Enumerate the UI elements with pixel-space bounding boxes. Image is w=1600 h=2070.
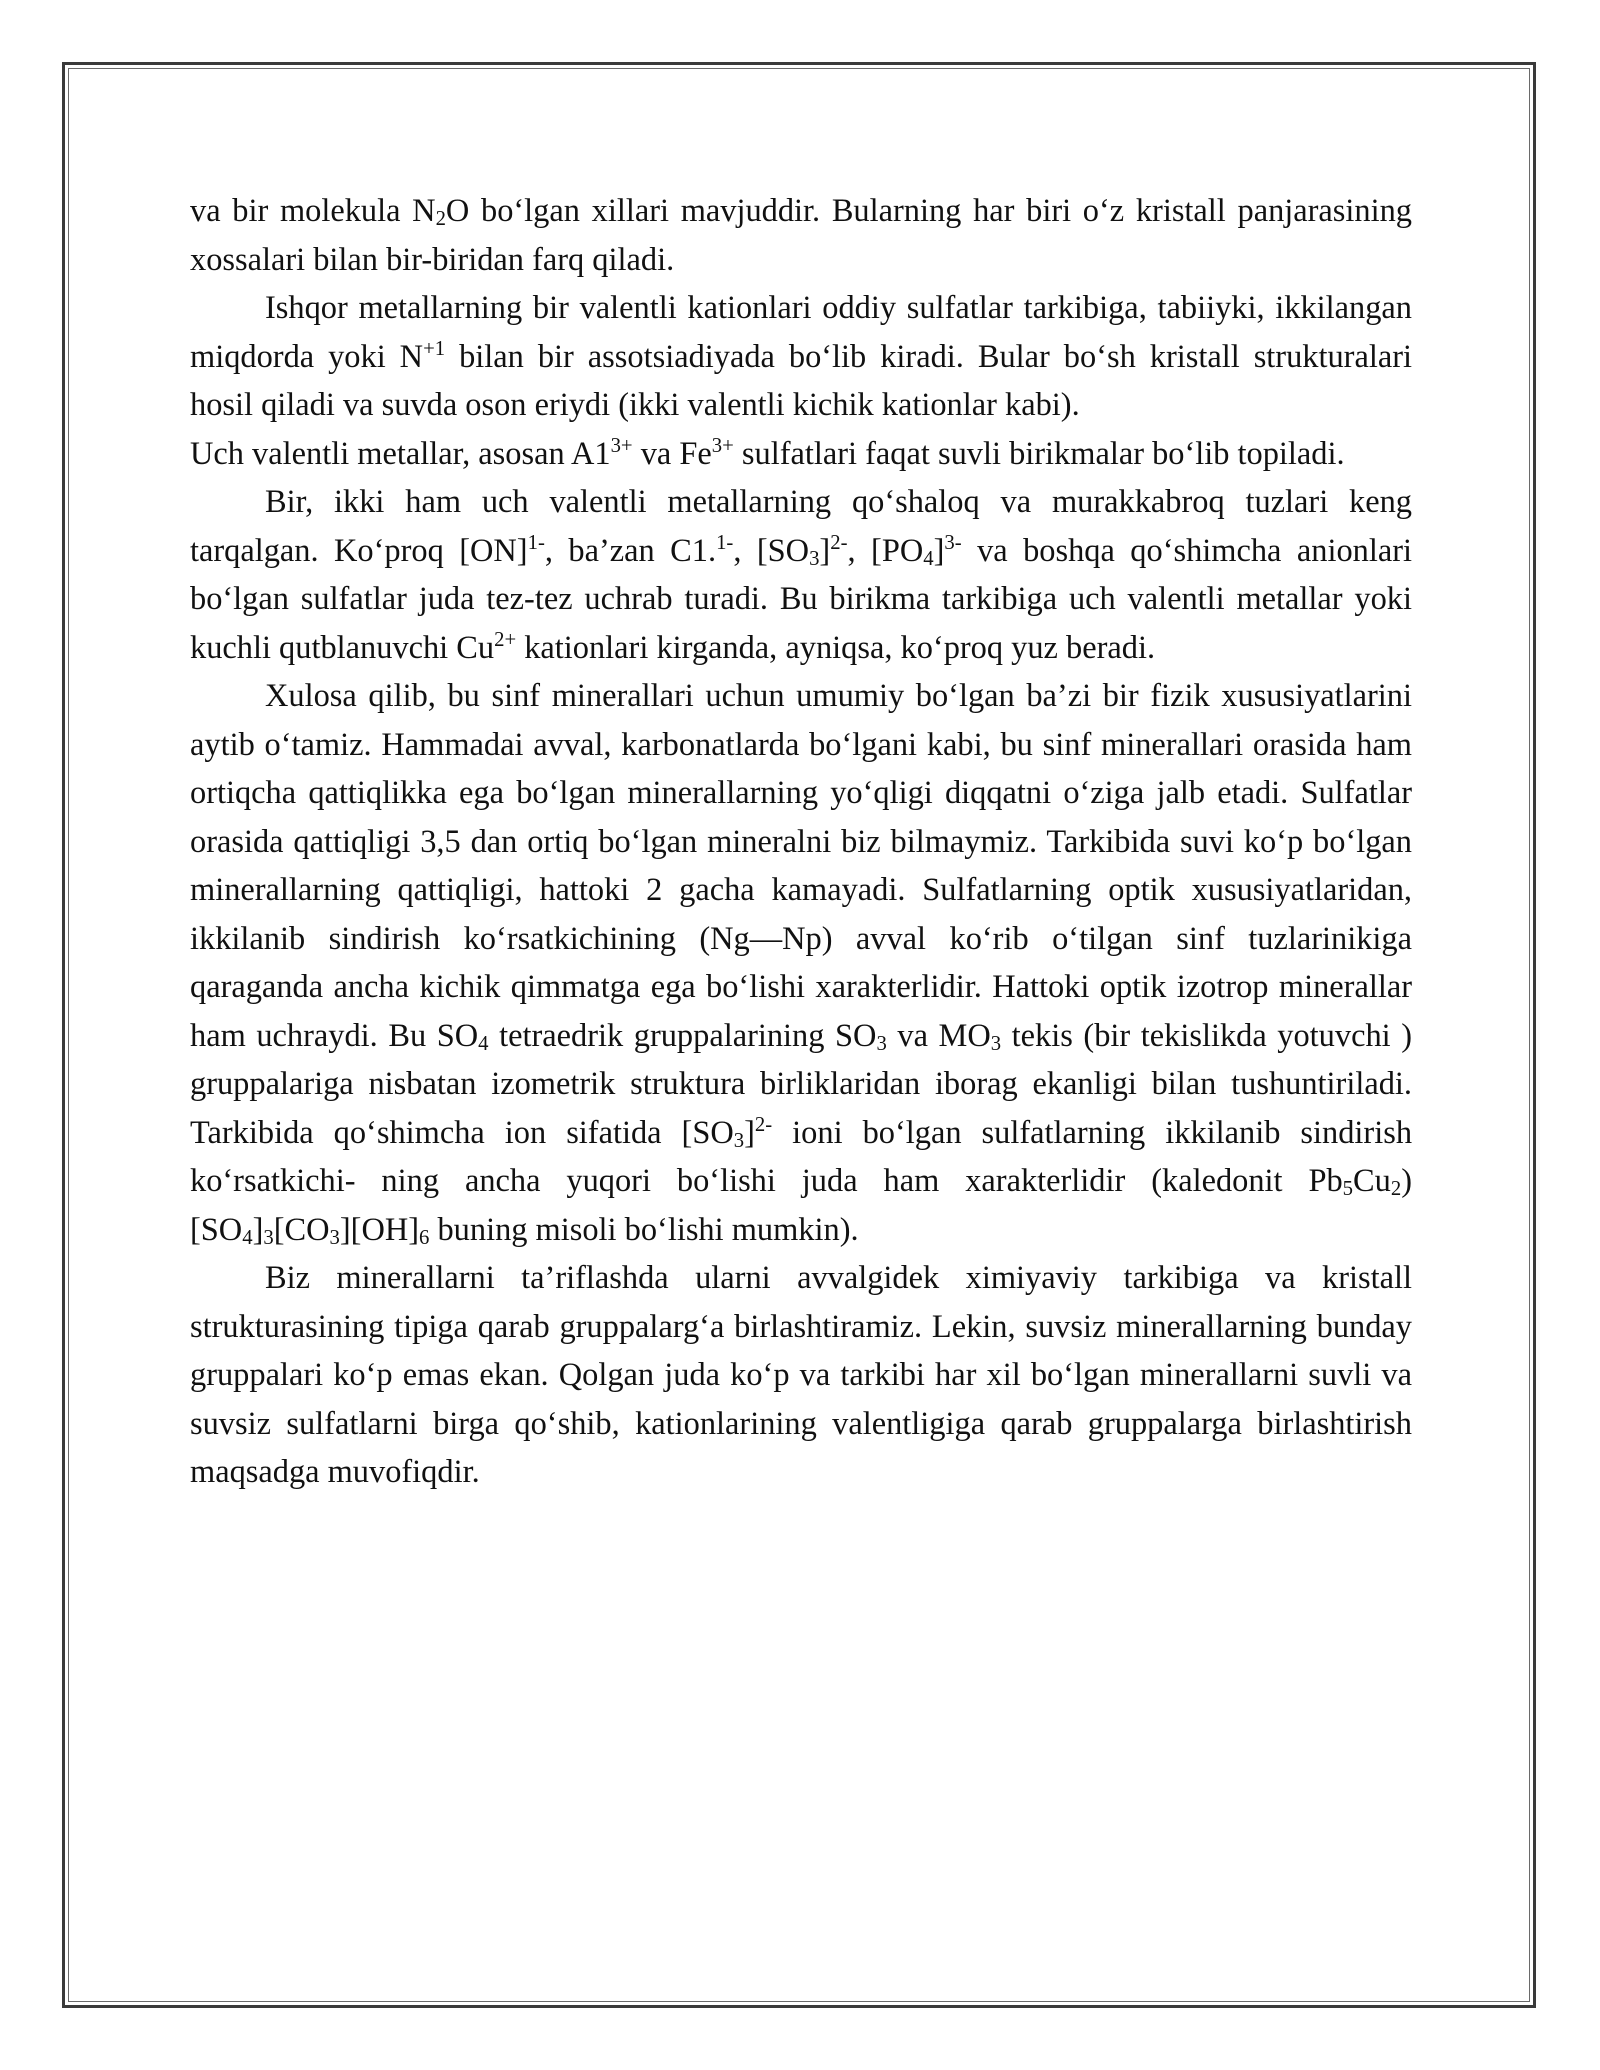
subscript: 3 bbox=[329, 1226, 340, 1249]
paragraph bbox=[190, 1254, 1412, 1497]
subscript: 3 bbox=[809, 547, 820, 570]
paragraph bbox=[190, 672, 1412, 1254]
text-run: ioni bo‘lgan sulfatlarning ikkilanib sindirish ko‘rsatkichi- ning ancha yuqori bo‘lishi juda ham xarakterlidir (kaledonit Pb bbox=[190, 1114, 1413, 1199]
text-run: tekis (bir tekislikda yotuvchi ) gruppalariga nisbatan izometrik struktura birliklaridan iborag ekanligi bilan tushuntiriladi. Tarkibida qo‘shimcha ion sifatida [SO bbox=[190, 1017, 1413, 1151]
text-run: buning misoli bo‘lishi mumkin). bbox=[429, 1211, 859, 1248]
paragraph bbox=[190, 284, 1412, 430]
paragraph bbox=[190, 430, 1412, 479]
document-body bbox=[190, 187, 1412, 1497]
text-run: va Fe bbox=[632, 435, 712, 472]
text-run: Ishqor metallarning bir valentli kationlari oddiy sulfatlar tarkibiga, tabiiyki, ikkilangan miqdorda yoki N bbox=[190, 290, 1412, 375]
text-run: , [PO bbox=[847, 532, 924, 569]
text-run: [CO bbox=[273, 1211, 330, 1248]
text-run: Uch valentli metallar, asosan A1 bbox=[190, 435, 611, 472]
superscript: 2+ bbox=[494, 629, 517, 652]
text-run: Bir, ikki ham uch valentli metallarning qo‘shaloq va murakkabroq tuzlari keng tarqalgan. Ko‘proq [ON] bbox=[190, 484, 1412, 569]
text-run: ] bbox=[252, 1211, 264, 1248]
text-run: tetraedrik gruppalarining SO bbox=[488, 1017, 877, 1054]
text-run: ) [SO bbox=[190, 1163, 1412, 1248]
subscript: 5 bbox=[1342, 1178, 1354, 1201]
superscript: 2- bbox=[754, 1114, 773, 1137]
text-run: ] bbox=[933, 532, 945, 569]
superscript: +1 bbox=[423, 338, 446, 361]
text-run: ] bbox=[744, 1114, 755, 1151]
text-run: bilan bir assotsiadiyada bo‘lib kiradi. Bular bo‘sh kristall strukturalari hosil qiladi va suvda oson eriydi (ikki valentli kichik kationlar kabi). bbox=[190, 338, 1412, 423]
text-run: , ba’zan C1. bbox=[544, 532, 717, 569]
text-run: va boshqa qo‘shimcha anionlari bo‘lgan sulfatlar juda tez-tez uchrab turadi. Bu birikma tarkibiga uch valentli metallar yoki kuchli qutblanuvchi Cu bbox=[190, 532, 1412, 666]
superscript: 2- bbox=[830, 532, 848, 555]
text-run: ][OH] bbox=[339, 1211, 420, 1248]
subscript: 2 bbox=[1390, 1178, 1402, 1201]
paragraph bbox=[190, 187, 1412, 284]
text-run: va MO bbox=[886, 1017, 991, 1054]
text-run: sulfatlari faqat suvli birikmalar bo‘lib topiladi. bbox=[733, 435, 1345, 472]
superscript: 1- bbox=[716, 532, 734, 555]
text-run: ] bbox=[819, 532, 831, 569]
subscript: 3 bbox=[876, 1032, 887, 1055]
superscript: 3+ bbox=[610, 435, 633, 458]
subscript: 4 bbox=[923, 547, 934, 570]
superscript: 3- bbox=[944, 532, 962, 555]
subscript: 3 bbox=[990, 1032, 1002, 1055]
subscript: 4 bbox=[242, 1226, 253, 1249]
subscript: 3 bbox=[733, 1129, 745, 1152]
text-run: Biz minerallarni ta’riflashda ularni avvalgidek ximiyaviy tarkibiga va kristall strukturasining tipiga qarab gruppalarg‘a birlashtiramiz. Lekin, suvsiz minerallarning bunday gruppalari ko‘p emas ekan. Qolgan juda ko‘p va tarkibi har xil bo‘lgan minerallarni suvli va suvsiz sulfatlarni birga qo‘shib, kationlarining valentligiga qarab gruppalarga birlashtirish maqsadga muvofiqdir. bbox=[190, 1260, 1412, 1490]
subscript: 6 bbox=[419, 1226, 430, 1249]
text-run: Xulosa qilib, bu sinf minerallari uchun umumiy bo‘lgan ba’zi bir fizik xususiyatlarini aytib o‘tamiz. Hammadai avval, karbonatlarda bo‘lgani kabi, bu sinf minerallari orasida ham ortiqcha qattiqlikka ega bo‘lgan minerallarning yo‘qligi diqqatni o‘ziga jalb etadi. Sulfatlar orasida qattiqligi 3,5 dan ortiq bo‘lgan mineralni biz bilmaymiz. Tarkibida suvi ko‘p bo‘lgan minerallarning qattiqligi, hattoki 2 gacha kamayadi. Sulfatlarning optik xususiyatlaridan, ikkilanib sindirish ko‘rsatkichining (Ng—Np) avval ko‘rib o‘tilgan sinf tuzlarinikiga qaraganda ancha kichik qimmatga ega bo‘lishi xarakterlidir. Hattoki optik izotrop minerallar ham uchraydi. Bu SO bbox=[190, 678, 1412, 1054]
paragraph bbox=[190, 478, 1412, 672]
text-run: kationlari kirganda, ayniqsa, ko‘proq yuz beradi. bbox=[516, 629, 1156, 666]
superscript: 3+ bbox=[711, 435, 734, 458]
superscript: 1- bbox=[527, 532, 545, 555]
subscript: 2 bbox=[435, 208, 446, 231]
text-run: O bo‘lgan xillari mavjuddir. Bularning har biri o‘z kristall panjarasining xossalari bilan bir-biridan farq qiladi. bbox=[190, 193, 1412, 278]
text-run: Cu bbox=[1353, 1163, 1391, 1199]
text-run: va bir molekula N bbox=[190, 193, 436, 229]
subscript: 4 bbox=[478, 1032, 489, 1055]
subscript: 3 bbox=[263, 1226, 274, 1249]
text-run: , [SO bbox=[733, 532, 810, 569]
